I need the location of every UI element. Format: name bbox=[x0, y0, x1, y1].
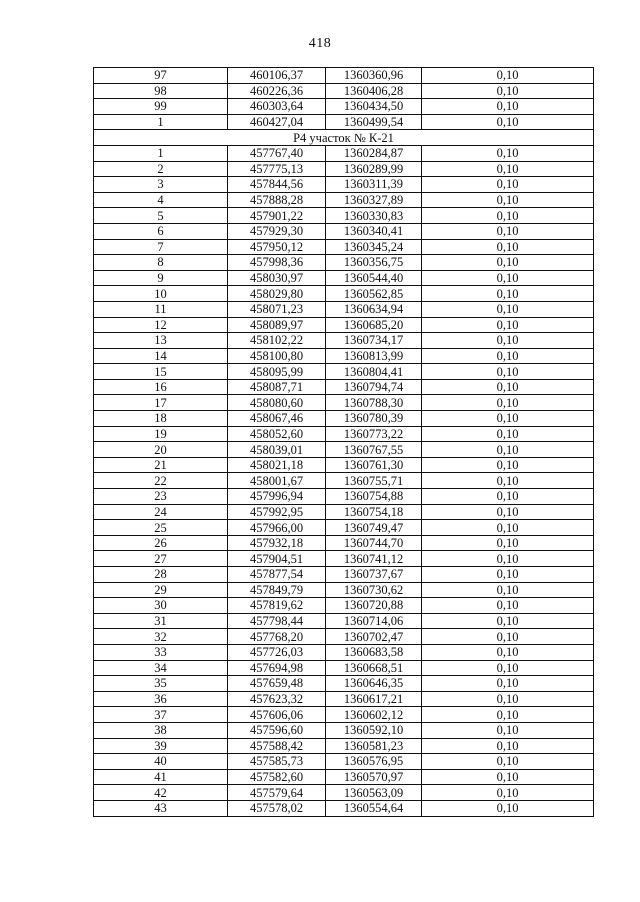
table-row bbox=[94, 255, 594, 271]
table-row bbox=[94, 426, 594, 442]
accuracy-cell: 0,10 bbox=[422, 99, 594, 115]
accuracy-cell: 0,10 bbox=[422, 333, 594, 349]
x-coordinate-cell: 457844,56 bbox=[228, 177, 326, 193]
accuracy-cell: 0,10 bbox=[422, 348, 594, 364]
table-row bbox=[94, 660, 594, 676]
point-number-cell: 1 bbox=[94, 114, 228, 130]
y-coordinate-cell: 1360741,12 bbox=[326, 551, 422, 567]
x-coordinate-cell: 460226,36 bbox=[228, 83, 326, 99]
x-coordinate-cell: 457877,54 bbox=[228, 567, 326, 583]
accuracy-cell: 0,10 bbox=[422, 489, 594, 505]
y-coordinate-cell: 1360702,47 bbox=[326, 629, 422, 645]
table-row bbox=[94, 629, 594, 645]
table-row bbox=[94, 769, 594, 785]
x-coordinate-cell: 457694,98 bbox=[228, 660, 326, 676]
table-row bbox=[94, 99, 594, 115]
accuracy-cell: 0,10 bbox=[422, 644, 594, 660]
table-row bbox=[94, 582, 594, 598]
y-coordinate-cell: 1360562,85 bbox=[326, 286, 422, 302]
y-coordinate-cell: 1360730,62 bbox=[326, 582, 422, 598]
table-row bbox=[94, 270, 594, 286]
point-number-cell: 37 bbox=[94, 707, 228, 723]
section-title: Р4 участок № К-21 bbox=[94, 130, 594, 146]
x-coordinate-cell: 457901,22 bbox=[228, 208, 326, 224]
accuracy-cell: 0,10 bbox=[422, 520, 594, 536]
x-coordinate-cell: 458080,60 bbox=[228, 395, 326, 411]
point-number-cell: 98 bbox=[94, 83, 228, 99]
x-coordinate-cell: 457582,60 bbox=[228, 769, 326, 785]
y-coordinate-cell: 1360581,23 bbox=[326, 738, 422, 754]
x-coordinate-cell: 457798,44 bbox=[228, 613, 326, 629]
section-header bbox=[94, 130, 594, 146]
y-coordinate-cell: 1360340,41 bbox=[326, 223, 422, 239]
point-number-cell: 18 bbox=[94, 411, 228, 427]
accuracy-cell: 0,10 bbox=[422, 192, 594, 208]
x-coordinate-cell: 457950,12 bbox=[228, 239, 326, 255]
section-row bbox=[94, 130, 594, 146]
x-coordinate-cell: 457767,40 bbox=[228, 145, 326, 161]
x-coordinate-cell: 458067,46 bbox=[228, 411, 326, 427]
x-coordinate-cell: 460303,64 bbox=[228, 99, 326, 115]
y-coordinate-cell: 1360761,30 bbox=[326, 457, 422, 473]
accuracy-cell: 0,10 bbox=[422, 551, 594, 567]
point-number-cell: 8 bbox=[94, 255, 228, 271]
accuracy-cell: 0,10 bbox=[422, 613, 594, 629]
table-row bbox=[94, 145, 594, 161]
table-row bbox=[94, 411, 594, 427]
page-number: 418 bbox=[308, 36, 332, 51]
x-coordinate-cell: 458087,71 bbox=[228, 379, 326, 395]
point-number-cell: 5 bbox=[94, 208, 228, 224]
y-coordinate-cell: 1360668,51 bbox=[326, 660, 422, 676]
accuracy-cell: 0,10 bbox=[422, 317, 594, 333]
x-coordinate-cell: 457585,73 bbox=[228, 754, 326, 770]
table-row bbox=[94, 520, 594, 536]
accuracy-cell: 0,10 bbox=[422, 239, 594, 255]
x-coordinate-cell: 460106,37 bbox=[228, 68, 326, 84]
point-number-cell: 97 bbox=[94, 68, 228, 84]
table-body-after bbox=[94, 145, 594, 816]
y-coordinate-cell: 1360634,94 bbox=[326, 301, 422, 317]
point-number-cell: 17 bbox=[94, 395, 228, 411]
point-number-cell: 22 bbox=[94, 473, 228, 489]
table-row bbox=[94, 208, 594, 224]
point-number-cell: 33 bbox=[94, 644, 228, 660]
y-coordinate-cell: 1360804,41 bbox=[326, 364, 422, 380]
point-number-cell: 7 bbox=[94, 239, 228, 255]
y-coordinate-cell: 1360544,40 bbox=[326, 270, 422, 286]
x-coordinate-cell: 457992,95 bbox=[228, 504, 326, 520]
point-number-cell: 26 bbox=[94, 535, 228, 551]
point-number-cell: 27 bbox=[94, 551, 228, 567]
x-coordinate-cell: 458071,23 bbox=[228, 301, 326, 317]
y-coordinate-cell: 1360720,88 bbox=[326, 598, 422, 614]
accuracy-cell: 0,10 bbox=[422, 473, 594, 489]
y-coordinate-cell: 1360434,50 bbox=[326, 99, 422, 115]
accuracy-cell: 0,10 bbox=[422, 255, 594, 271]
table-row bbox=[94, 800, 594, 816]
point-number-cell: 19 bbox=[94, 426, 228, 442]
y-coordinate-cell: 1360284,87 bbox=[326, 145, 422, 161]
accuracy-cell: 0,10 bbox=[422, 145, 594, 161]
y-coordinate-cell: 1360734,17 bbox=[326, 333, 422, 349]
table-row bbox=[94, 348, 594, 364]
point-number-cell: 30 bbox=[94, 598, 228, 614]
x-coordinate-cell: 457819,62 bbox=[228, 598, 326, 614]
accuracy-cell: 0,10 bbox=[422, 114, 594, 130]
table-row bbox=[94, 286, 594, 302]
point-number-cell: 1 bbox=[94, 145, 228, 161]
y-coordinate-cell: 1360327,89 bbox=[326, 192, 422, 208]
accuracy-cell: 0,10 bbox=[422, 707, 594, 723]
y-coordinate-cell: 1360345,24 bbox=[326, 239, 422, 255]
table-row bbox=[94, 644, 594, 660]
table-row bbox=[94, 395, 594, 411]
point-number-cell: 29 bbox=[94, 582, 228, 598]
x-coordinate-cell: 458039,01 bbox=[228, 442, 326, 458]
y-coordinate-cell: 1360330,83 bbox=[326, 208, 422, 224]
x-coordinate-cell: 457579,64 bbox=[228, 785, 326, 801]
table-row bbox=[94, 738, 594, 754]
accuracy-cell: 0,10 bbox=[422, 769, 594, 785]
table-row bbox=[94, 161, 594, 177]
point-number-cell: 20 bbox=[94, 442, 228, 458]
x-coordinate-cell: 458030,97 bbox=[228, 270, 326, 286]
y-coordinate-cell: 1360683,58 bbox=[326, 644, 422, 660]
y-coordinate-cell: 1360289,99 bbox=[326, 161, 422, 177]
table-row bbox=[94, 707, 594, 723]
y-coordinate-cell: 1360780,39 bbox=[326, 411, 422, 427]
table-row bbox=[94, 364, 594, 380]
accuracy-cell: 0,10 bbox=[422, 442, 594, 458]
accuracy-cell: 0,10 bbox=[422, 270, 594, 286]
point-number-cell: 15 bbox=[94, 364, 228, 380]
point-number-cell: 14 bbox=[94, 348, 228, 364]
point-number-cell: 2 bbox=[94, 161, 228, 177]
table-row bbox=[94, 333, 594, 349]
y-coordinate-cell: 1360767,55 bbox=[326, 442, 422, 458]
x-coordinate-cell: 458052,60 bbox=[228, 426, 326, 442]
accuracy-cell: 0,10 bbox=[422, 208, 594, 224]
table-row bbox=[94, 504, 594, 520]
x-coordinate-cell: 457588,42 bbox=[228, 738, 326, 754]
point-number-cell: 4 bbox=[94, 192, 228, 208]
x-coordinate-cell: 457904,51 bbox=[228, 551, 326, 567]
accuracy-cell: 0,10 bbox=[422, 457, 594, 473]
table-row bbox=[94, 301, 594, 317]
accuracy-cell: 0,10 bbox=[422, 286, 594, 302]
x-coordinate-cell: 458021,18 bbox=[228, 457, 326, 473]
accuracy-cell: 0,10 bbox=[422, 676, 594, 692]
accuracy-cell: 0,10 bbox=[422, 161, 594, 177]
x-coordinate-cell: 457606,06 bbox=[228, 707, 326, 723]
x-coordinate-cell: 457578,02 bbox=[228, 800, 326, 816]
x-coordinate-cell: 457849,79 bbox=[228, 582, 326, 598]
accuracy-cell: 0,10 bbox=[422, 301, 594, 317]
accuracy-cell: 0,10 bbox=[422, 379, 594, 395]
table-row bbox=[94, 192, 594, 208]
accuracy-cell: 0,10 bbox=[422, 411, 594, 427]
accuracy-cell: 0,10 bbox=[422, 68, 594, 84]
x-coordinate-cell: 457775,13 bbox=[228, 161, 326, 177]
coordinates-table bbox=[93, 67, 594, 817]
y-coordinate-cell: 1360499,54 bbox=[326, 114, 422, 130]
point-number-cell: 9 bbox=[94, 270, 228, 286]
y-coordinate-cell: 1360754,18 bbox=[326, 504, 422, 520]
y-coordinate-cell: 1360685,20 bbox=[326, 317, 422, 333]
y-coordinate-cell: 1360360,96 bbox=[326, 68, 422, 84]
accuracy-cell: 0,10 bbox=[422, 504, 594, 520]
y-coordinate-cell: 1360554,64 bbox=[326, 800, 422, 816]
y-coordinate-cell: 1360646,35 bbox=[326, 676, 422, 692]
y-coordinate-cell: 1360563,09 bbox=[326, 785, 422, 801]
accuracy-cell: 0,10 bbox=[422, 426, 594, 442]
y-coordinate-cell: 1360744,70 bbox=[326, 535, 422, 551]
y-coordinate-cell: 1360773,22 bbox=[326, 426, 422, 442]
y-coordinate-cell: 1360737,67 bbox=[326, 567, 422, 583]
y-coordinate-cell: 1360592,10 bbox=[326, 722, 422, 738]
accuracy-cell: 0,10 bbox=[422, 567, 594, 583]
point-number-cell: 11 bbox=[94, 301, 228, 317]
table-row bbox=[94, 785, 594, 801]
point-number-cell: 21 bbox=[94, 457, 228, 473]
accuracy-cell: 0,10 bbox=[422, 83, 594, 99]
table-row bbox=[94, 239, 594, 255]
point-number-cell: 28 bbox=[94, 567, 228, 583]
x-coordinate-cell: 457659,48 bbox=[228, 676, 326, 692]
table-row bbox=[94, 567, 594, 583]
accuracy-cell: 0,10 bbox=[422, 754, 594, 770]
table-row bbox=[94, 114, 594, 130]
y-coordinate-cell: 1360749,47 bbox=[326, 520, 422, 536]
point-number-cell: 36 bbox=[94, 691, 228, 707]
y-coordinate-cell: 1360714,06 bbox=[326, 613, 422, 629]
accuracy-cell: 0,10 bbox=[422, 598, 594, 614]
x-coordinate-cell: 457932,18 bbox=[228, 535, 326, 551]
accuracy-cell: 0,10 bbox=[422, 800, 594, 816]
table-row bbox=[94, 598, 594, 614]
point-number-cell: 12 bbox=[94, 317, 228, 333]
point-number-cell: 99 bbox=[94, 99, 228, 115]
x-coordinate-cell: 460427,04 bbox=[228, 114, 326, 130]
table-row bbox=[94, 676, 594, 692]
table-row bbox=[94, 379, 594, 395]
table-row bbox=[94, 223, 594, 239]
table-body-before bbox=[94, 68, 594, 130]
point-number-cell: 41 bbox=[94, 769, 228, 785]
x-coordinate-cell: 457888,28 bbox=[228, 192, 326, 208]
x-coordinate-cell: 458029,80 bbox=[228, 286, 326, 302]
point-number-cell: 23 bbox=[94, 489, 228, 505]
table-row bbox=[94, 83, 594, 99]
y-coordinate-cell: 1360576,95 bbox=[326, 754, 422, 770]
y-coordinate-cell: 1360406,28 bbox=[326, 83, 422, 99]
point-number-cell: 38 bbox=[94, 722, 228, 738]
accuracy-cell: 0,10 bbox=[422, 722, 594, 738]
accuracy-cell: 0,10 bbox=[422, 785, 594, 801]
point-number-cell: 42 bbox=[94, 785, 228, 801]
point-number-cell: 3 bbox=[94, 177, 228, 193]
point-number-cell: 39 bbox=[94, 738, 228, 754]
point-number-cell: 6 bbox=[94, 223, 228, 239]
y-coordinate-cell: 1360617,21 bbox=[326, 691, 422, 707]
table-row bbox=[94, 691, 594, 707]
table-row bbox=[94, 457, 594, 473]
y-coordinate-cell: 1360754,88 bbox=[326, 489, 422, 505]
x-coordinate-cell: 458100,80 bbox=[228, 348, 326, 364]
x-coordinate-cell: 457996,94 bbox=[228, 489, 326, 505]
point-number-cell: 40 bbox=[94, 754, 228, 770]
accuracy-cell: 0,10 bbox=[422, 395, 594, 411]
point-number-cell: 31 bbox=[94, 613, 228, 629]
table-row bbox=[94, 442, 594, 458]
x-coordinate-cell: 457623,32 bbox=[228, 691, 326, 707]
y-coordinate-cell: 1360788,30 bbox=[326, 395, 422, 411]
point-number-cell: 16 bbox=[94, 379, 228, 395]
point-number-cell: 32 bbox=[94, 629, 228, 645]
table-row bbox=[94, 317, 594, 333]
y-coordinate-cell: 1360570,97 bbox=[326, 769, 422, 785]
y-coordinate-cell: 1360602,12 bbox=[326, 707, 422, 723]
accuracy-cell: 0,10 bbox=[422, 629, 594, 645]
y-coordinate-cell: 1360356,75 bbox=[326, 255, 422, 271]
x-coordinate-cell: 457966,00 bbox=[228, 520, 326, 536]
point-number-cell: 34 bbox=[94, 660, 228, 676]
point-number-cell: 13 bbox=[94, 333, 228, 349]
x-coordinate-cell: 457768,20 bbox=[228, 629, 326, 645]
x-coordinate-cell: 458095,99 bbox=[228, 364, 326, 380]
x-coordinate-cell: 458001,67 bbox=[228, 473, 326, 489]
x-coordinate-cell: 457998,36 bbox=[228, 255, 326, 271]
point-number-cell: 10 bbox=[94, 286, 228, 302]
x-coordinate-cell: 458102,22 bbox=[228, 333, 326, 349]
table-row bbox=[94, 177, 594, 193]
table-row bbox=[94, 473, 594, 489]
x-coordinate-cell: 458089,97 bbox=[228, 317, 326, 333]
y-coordinate-cell: 1360311,39 bbox=[326, 177, 422, 193]
accuracy-cell: 0,10 bbox=[422, 738, 594, 754]
point-number-cell: 43 bbox=[94, 800, 228, 816]
table-row bbox=[94, 754, 594, 770]
y-coordinate-cell: 1360813,99 bbox=[326, 348, 422, 364]
table-row bbox=[94, 551, 594, 567]
x-coordinate-cell: 457726,03 bbox=[228, 644, 326, 660]
y-coordinate-cell: 1360755,71 bbox=[326, 473, 422, 489]
table-row bbox=[94, 535, 594, 551]
accuracy-cell: 0,10 bbox=[422, 582, 594, 598]
point-number-cell: 25 bbox=[94, 520, 228, 536]
point-number-cell: 24 bbox=[94, 504, 228, 520]
x-coordinate-cell: 457596,60 bbox=[228, 722, 326, 738]
table-row bbox=[94, 489, 594, 505]
table-row bbox=[94, 613, 594, 629]
accuracy-cell: 0,10 bbox=[422, 660, 594, 676]
table-row bbox=[94, 722, 594, 738]
table-row bbox=[94, 68, 594, 84]
x-coordinate-cell: 457929,30 bbox=[228, 223, 326, 239]
accuracy-cell: 0,10 bbox=[422, 364, 594, 380]
accuracy-cell: 0,10 bbox=[422, 691, 594, 707]
point-number-cell: 35 bbox=[94, 676, 228, 692]
accuracy-cell: 0,10 bbox=[422, 223, 594, 239]
accuracy-cell: 0,10 bbox=[422, 535, 594, 551]
y-coordinate-cell: 1360794,74 bbox=[326, 379, 422, 395]
accuracy-cell: 0,10 bbox=[422, 177, 594, 193]
